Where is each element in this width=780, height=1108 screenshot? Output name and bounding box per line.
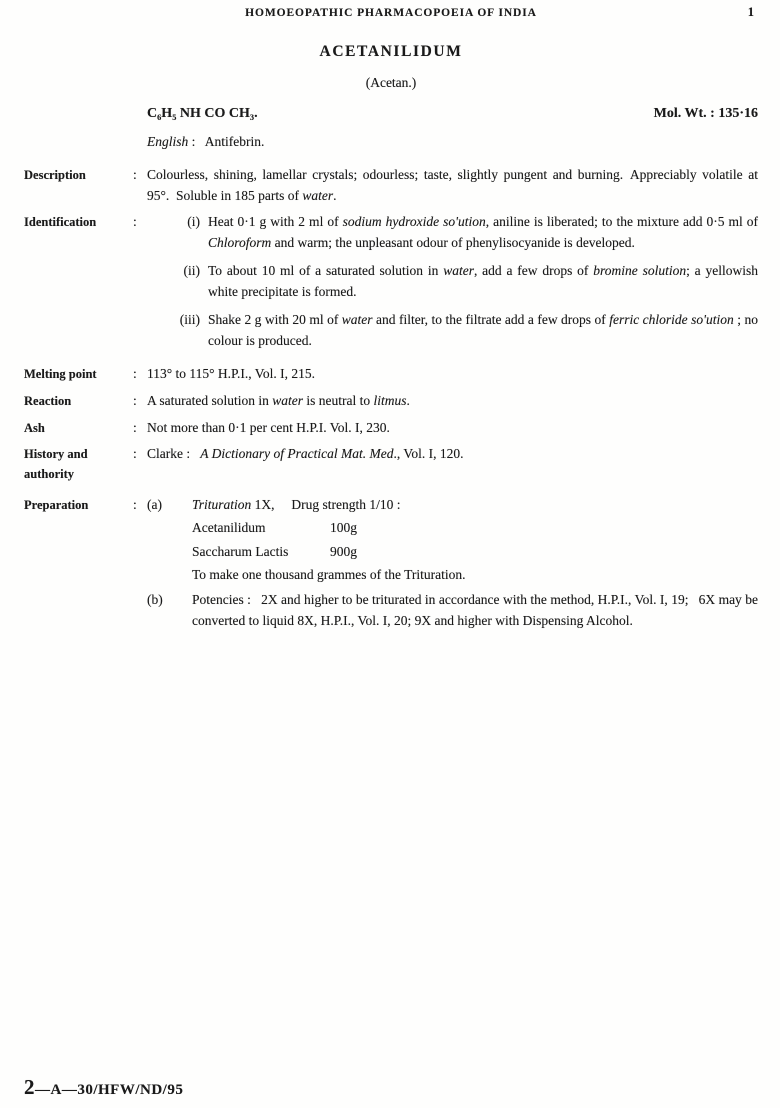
entry-identification xyxy=(24,211,758,351)
entry-text: Clarke : A Dictionary of Practical Mat. Med., Vol. I, 120. xyxy=(147,446,464,461)
entry-text: 113° to 115° H.P.I., Vol. I, 215. xyxy=(147,366,315,381)
entry-label: Identification xyxy=(24,215,97,229)
identification-item xyxy=(147,260,758,302)
identification-items xyxy=(147,211,758,351)
colon-separator: : xyxy=(133,366,137,381)
colon-separator: : xyxy=(133,393,137,408)
preparation-item-b xyxy=(147,589,758,631)
formula-row xyxy=(147,105,758,123)
entry-text: A saturated solution in water is neutral to litmus. xyxy=(147,393,410,408)
entry-text: Not more than 0·1 per cent H.P.I. Vol. I, 230. xyxy=(147,420,390,435)
entry-text: Colourless, shining, lamellar crystals; odourless; taste, slightly pungent and burning. Appreciably volatile at 95°. Soluble in 185 parts of water. xyxy=(147,167,758,203)
imprint-code: —A—30/HFW/ND/95 xyxy=(35,1082,184,1098)
entry-description xyxy=(24,164,758,206)
entry-history-authority xyxy=(24,443,758,484)
trituration-note: To make one thousand grammes of the Trituration. xyxy=(192,567,466,582)
colon-separator: : xyxy=(133,214,137,229)
preparation-item-a xyxy=(147,494,758,585)
item-marker: (a) xyxy=(147,497,162,512)
identification-item xyxy=(147,211,758,253)
ingredient-quantity: 100g xyxy=(330,520,357,535)
monograph-title: ACETANILIDUM xyxy=(319,43,463,60)
colon-separator: : xyxy=(133,497,137,512)
entry-label: History and authority xyxy=(24,447,88,481)
potencies-text: Potencies : 2X and higher to be triturated in accordance with the method, H.P.I., Vol. I, 19; 6X may be converted to liquid 8X, H.P.I., Vol. I, 20; 9X and higher with Dispensing Alcohol. xyxy=(192,592,758,628)
ingredient-name: Saccharum Lactis xyxy=(192,544,289,559)
molecular-weight: Mol. Wt. : 135·16 xyxy=(653,106,758,121)
imprint-leading-numeral: 2 xyxy=(24,1075,35,1099)
item-text: Heat 0·1 g with 2 ml of sodium hydroxide so'ution, aniline is liberated; to the mixture add 0·5 ml of Chloroform and warm; the unpleasant odour of phenylisocyanide is developed. xyxy=(208,214,758,250)
preparation-items xyxy=(147,494,758,631)
ingredient-row xyxy=(192,517,758,538)
ingredient-quantity: 900g xyxy=(330,544,357,559)
item-text: To about 10 ml of a saturated solution in water, add a few drops of bromine solution; a yellowish white precipitate is formed. xyxy=(208,263,758,299)
item-marker: (i) xyxy=(187,214,200,229)
printers-imprint xyxy=(24,1075,183,1102)
entry-label: Description xyxy=(24,168,86,182)
running-header xyxy=(24,0,758,21)
page-number: 1 xyxy=(747,5,754,19)
item-marker: (b) xyxy=(147,592,163,607)
monograph-abbreviation: (Acetan.) xyxy=(365,75,417,90)
journal-title: HOMOEOPATHIC PHARMACOPOEIA OF INDIA xyxy=(245,7,537,19)
item-text: Shake 2 g with 20 ml of water and filter, to the filtrate add a few drops of ferric chloride so'ution ; no colour is produced. xyxy=(208,312,758,348)
preparation-item-body xyxy=(192,494,758,585)
chemical-formula: C₆H₅ NH CO CH₃. xyxy=(147,106,258,121)
entry-label: Ash xyxy=(24,421,45,435)
entry-ash xyxy=(24,417,758,438)
entry-label: Melting point xyxy=(24,367,97,381)
entry-preparation xyxy=(24,494,758,631)
trituration-heading: Trituration 1X, Drug strength 1/10 : xyxy=(192,497,401,512)
english-name: English : Antifebrin. xyxy=(147,134,265,149)
entry-label: Preparation xyxy=(24,498,89,512)
ingredient-name: Acetanilidum xyxy=(192,520,266,535)
colon-separator: : xyxy=(133,420,137,435)
item-marker: (ii) xyxy=(183,263,200,278)
ingredient-row xyxy=(192,541,758,562)
entry-melting-point xyxy=(24,363,758,384)
colon-separator: : xyxy=(133,446,137,461)
colon-separator: : xyxy=(133,167,137,182)
item-marker: (iii) xyxy=(179,312,200,327)
identification-item xyxy=(147,309,758,351)
entry-reaction xyxy=(24,390,758,411)
entry-label: Reaction xyxy=(24,394,72,408)
